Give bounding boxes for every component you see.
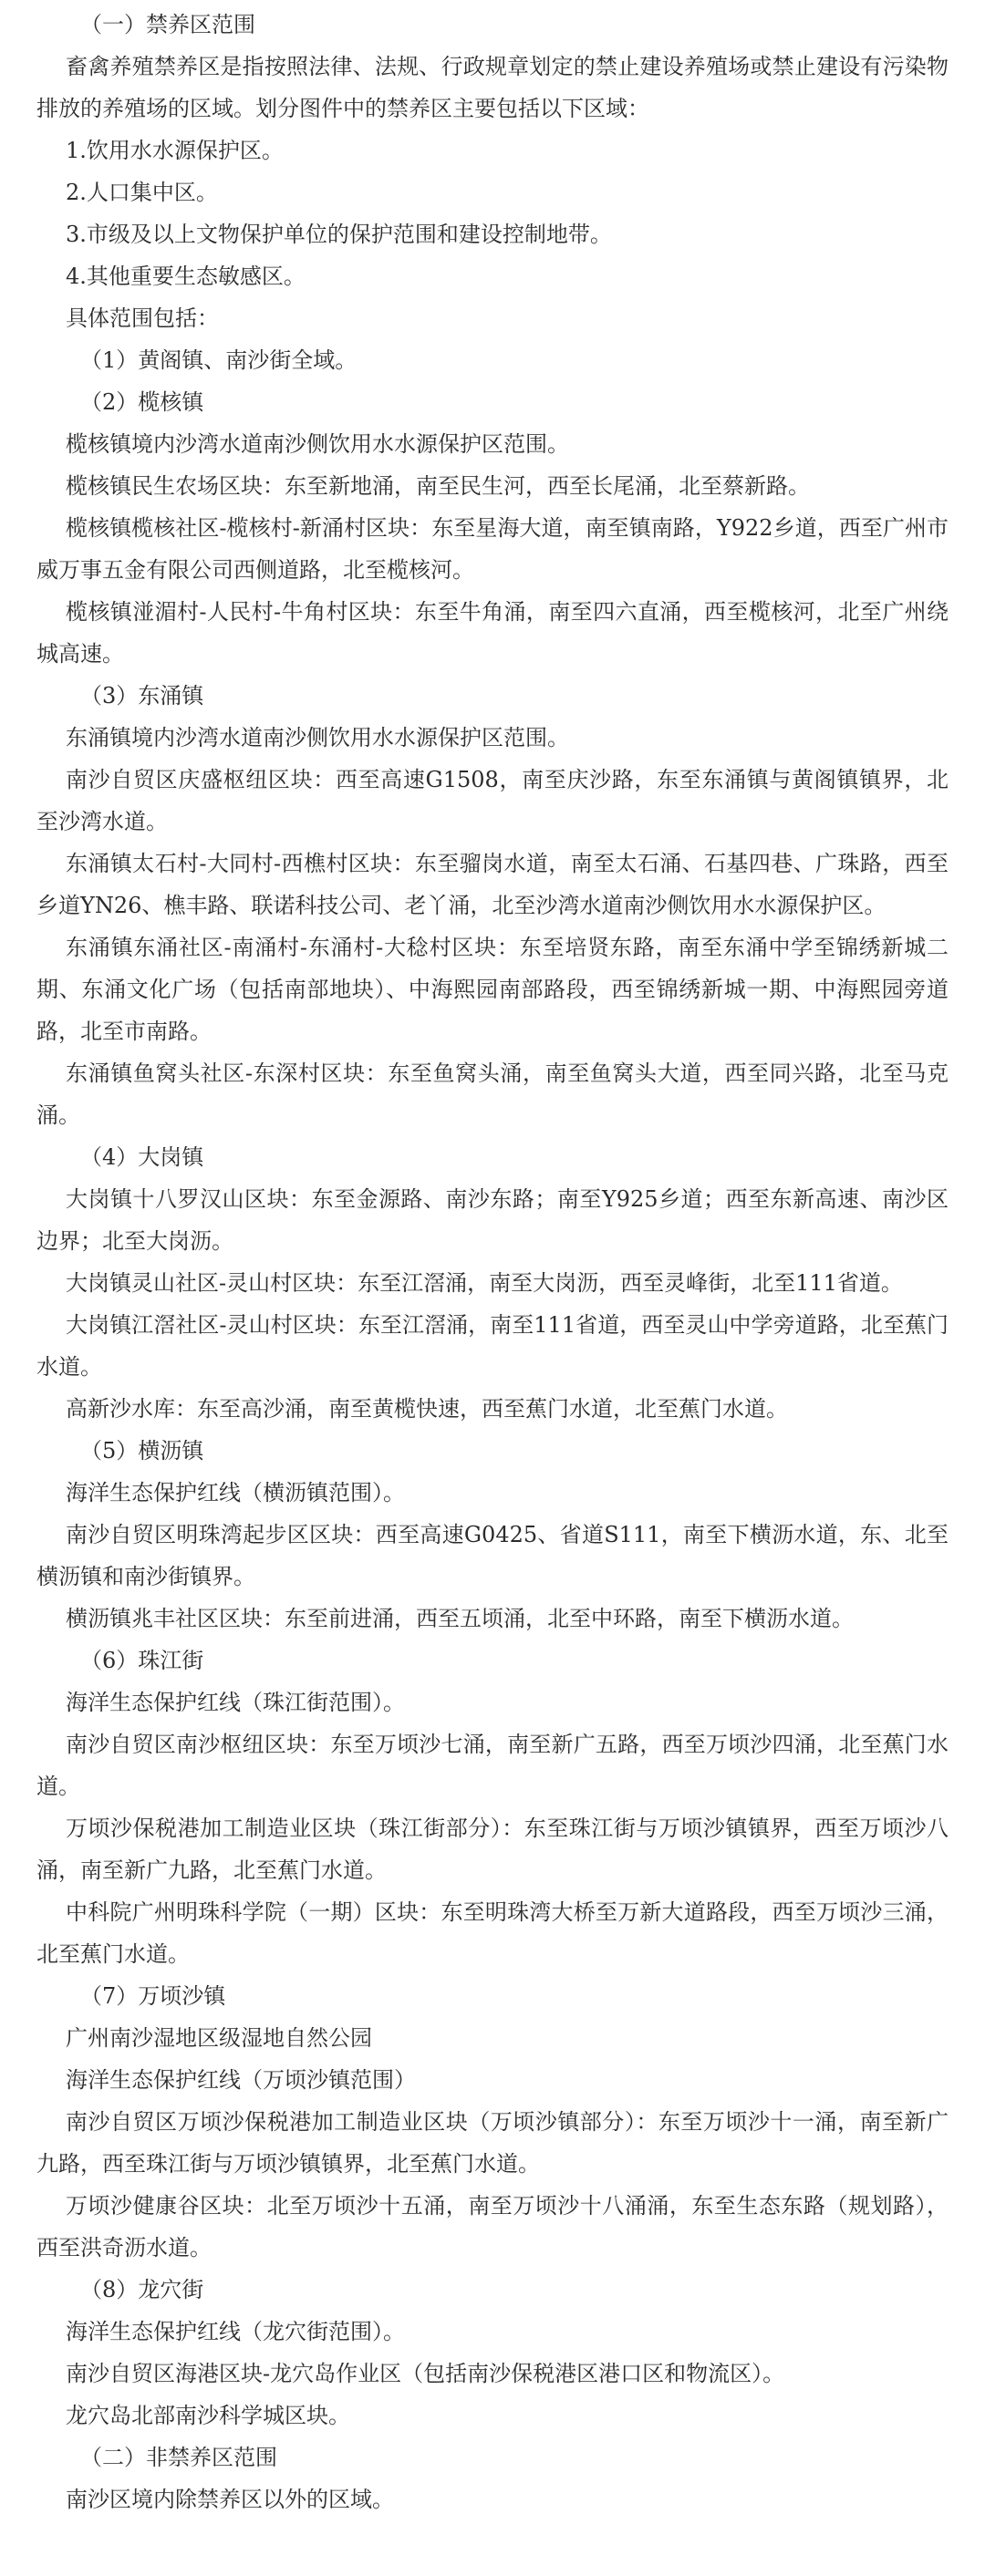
paragraph: 东涌镇境内沙湾水道南沙侧饮用水水源保护区范围。: [66, 725, 569, 750]
paragraph: 南沙自贸区庆盛枢纽区块：西至高速G1508，南至庆沙路，东至东涌镇与黄阁镇镇界，北至沙湾水道。: [36, 767, 949, 834]
paragraph: 海洋生态保护红线（横沥镇范围）。: [66, 1480, 405, 1505]
paragraph: 南沙自贸区明珠湾起步区区块：西至高速G0425、省道S111，南至下横沥水道，东、北至横沥镇和南沙街镇界。: [36, 1522, 949, 1589]
section-heading: （1）黄阁镇、南沙街全域。: [80, 347, 358, 373]
section-heading: （5）横沥镇: [80, 1438, 204, 1464]
paragraph: 大岗镇灵山社区-灵山村区块：东至江滘涌，南至大岗沥，西至灵峰街，北至111省道。: [66, 1270, 903, 1296]
paragraph: 海洋生态保护红线（万顷沙镇范围）: [66, 2067, 416, 2093]
section-heading: （2）榄核镇: [80, 389, 204, 415]
section-heading: （4）大岗镇: [80, 1144, 204, 1170]
section-heading: （二）非禁养区范围: [80, 2445, 277, 2470]
paragraph: 榄核镇湴湄村-人民村-牛角村区块：东至牛角涌，南至四六直涌，西至榄核河，北至广州绕城高速。: [36, 599, 949, 667]
paragraph: 2.人口集中区。: [66, 180, 218, 205]
section-heading: （3）东涌镇: [80, 683, 204, 709]
paragraph: 高新沙水库：东至高沙涌，南至黄榄快速，西至蕉门水道，北至蕉门水道。: [66, 1396, 788, 1422]
paragraph: 龙穴岛北部南沙科学城区块。: [66, 2403, 350, 2428]
section-heading: （8）龙穴街: [80, 2277, 204, 2302]
paragraph: 广州南沙湿地区级湿地自然公园: [66, 2025, 372, 2051]
paragraph: 南沙自贸区南沙枢纽区块：东至万顷沙七涌，南至新广五路，西至万顷沙四涌，北至蕉门水道。: [36, 1732, 949, 1799]
paragraph: 东涌镇鱼窝头社区-东深村区块：东至鱼窝头涌，南至鱼窝头大道，西至同兴路，北至马克涌。: [36, 1060, 949, 1128]
paragraph: 具体范围包括：: [66, 305, 219, 331]
paragraph: 海洋生态保护红线（龙穴街范围）。: [66, 2319, 405, 2344]
paragraph: 4.其他重要生态敏感区。: [66, 264, 306, 289]
paragraph: 南沙自贸区海港区块-龙穴岛作业区（包括南沙保税港区港口区和物流区）。: [66, 2361, 785, 2386]
section-heading: （一）禁养区范围: [80, 12, 255, 37]
paragraph: 海洋生态保护红线（珠江街范围）。: [66, 1690, 405, 1715]
paragraph: 榄核镇民生农场区块：东至新地涌，南至民生河，西至长尾涌，北至蔡新路。: [66, 473, 810, 499]
paragraph: 东涌镇东涌社区-南涌村-东涌村-大稔村区块：东至培贤东路，南至东涌中学至锦绣新城二期、东涌文化广场（包括南部地块）、中海熙园南部路段，西至锦绣新城一期、中海熙园旁道路，北至市南路。: [36, 935, 949, 1044]
paragraph: 3.市级及以上文物保护单位的保护范围和建设控制地带。: [66, 222, 612, 247]
paragraph: 大岗镇十八罗汉山区块：东至金源路、南沙东路；南至Y925乡道；西至东新高速、南沙区边界；北至大岗沥。: [36, 1186, 949, 1254]
paragraph: 榄核镇境内沙湾水道南沙侧饮用水水源保护区范围。: [66, 431, 569, 457]
paragraph: 中科院广州明珠科学院（一期）区块：东至明珠湾大桥至万新大道路段，西至万顷沙三涌，北至蕉门水道。: [36, 1899, 949, 1967]
section-heading: （6）珠江街: [80, 1648, 204, 1673]
paragraph: 万顷沙保税港加工制造业区块（珠江街部分）：东至珠江街与万顷沙镇镇界，西至万顷沙八涌，南至新广九路，北至蕉门水道。: [36, 1816, 949, 1883]
paragraph: 万顷沙健康谷区块：北至万顷沙十五涌，南至万顷沙十八涌涌，东至生态东路（规划路），西至洪奇沥水道。: [36, 2193, 949, 2260]
paragraph: 横沥镇兆丰社区区块：东至前进涌，西至五顷涌，北至中环路，南至下横沥水道。: [66, 1606, 854, 1631]
section-heading: （7）万顷沙镇: [80, 1983, 226, 2009]
paragraph: 东涌镇太石村-大同村-西樵村区块：东至骝岗水道，南至太石涌、石基四巷、广珠路，西至乡道YN26、樵丰路、联诺科技公司、老丫涌，北至沙湾水道南沙侧饮用水水源保护区。: [36, 851, 949, 918]
paragraph: 大岗镇江滘社区-灵山村区块：东至江滘涌，南至111省道，西至灵山中学旁道路，北至蕉门水道。: [36, 1312, 949, 1380]
paragraph: 1.饮用水水源保护区。: [66, 138, 284, 163]
paragraph: 南沙自贸区万顷沙保税港加工制造业区块（万顷沙镇部分）：东至万顷沙十一涌，南至新广九路，西至珠江街与万顷沙镇镇界，北至蕉门水道。: [36, 2109, 949, 2177]
paragraph: 榄核镇榄核社区-榄核村-新涌村区块：东至星海大道，南至镇南路，Y922乡道，西至广州市威万事五金有限公司西侧道路，北至榄核河。: [36, 515, 949, 583]
paragraph: 南沙区境内除禁养区以外的区域。: [66, 2487, 394, 2512]
paragraph: 畜禽养殖禁养区是指按照法律、法规、行政规章划定的禁止建设养殖场或禁止建设有污染物排放的养殖场的区域。划分图件中的禁养区主要包括以下区域：: [36, 54, 949, 121]
